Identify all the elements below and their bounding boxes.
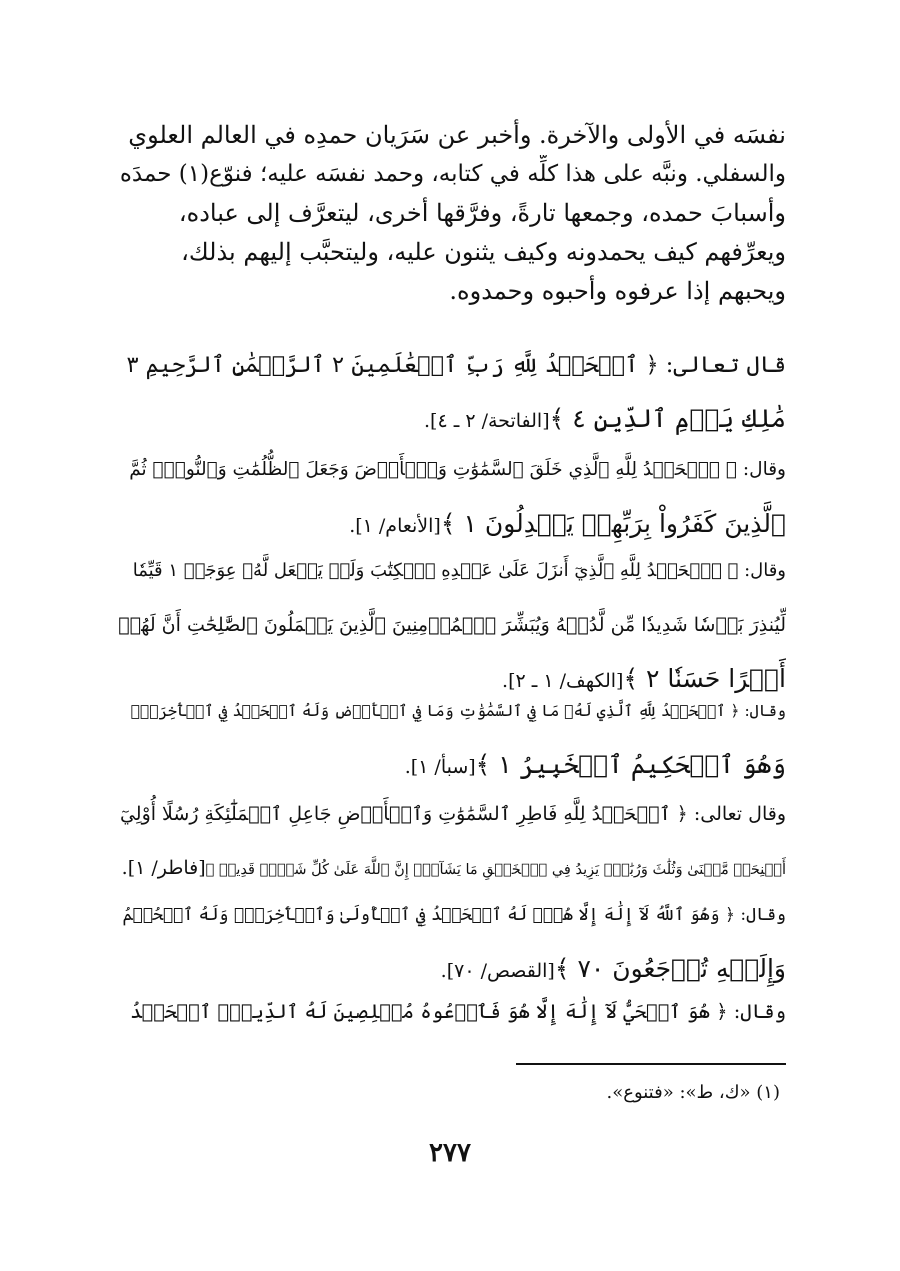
verse-text: أَجۡنِحَةٖ مَّثۡنَىٰ وَثُلَٰثَ وَرُبَٰعَۚ يَزِيدُ فِي ٱلۡخَلۡقِ مَا يَشَآءُۚ إِنَّ ٱللَّهَ عَلَىٰ كُلِّ شَيۡءٖ قَدِيرٞ ﴾ — [205, 862, 786, 878]
surah-reference: [القصص/ ٧٠]. — [440, 960, 555, 982]
text-line: ويحبهم إذا عرفوه وأحبوه وحمدوه. — [449, 277, 786, 305]
verse-line — [118, 888, 786, 942]
text-line: ويعرِّفهم كيف يحمدونه وكيف يثنون عليه، وليتحبَّب إليهم بذلك، — [181, 238, 786, 266]
footnote: (١) «ك، ط»: «فتنوع». — [606, 1082, 780, 1103]
verse-text: ﴿ ٱلۡحَمۡدُ لِلَّهِ فَاطِرِ ٱلسَّمَٰوَٰتِ وَٱلۡأَرۡضِ جَاعِلِ ٱلۡمَلَٰٓئِكَةِ رُسُلًا أُوْلِيٓ — [119, 803, 688, 825]
verse-text: مَٰلِكِ يَوۡمِ ٱلدِّينِ ٤ ﴾ — [549, 404, 786, 433]
verse-text: ﴿ ٱلۡحَمۡدُ لِلَّهِ ٱلَّذِي خَلَقَ ٱلسَّمَٰوَٰتِ وَٱلۡأَرۡضَ وَجَعَلَ ٱلظُّلُمَٰتِ وَٱلنُّورَۖ ثُمَّ — [129, 459, 738, 480]
verse-line — [118, 392, 786, 448]
verse-quote-ghafir — [118, 985, 786, 1039]
verse-intro: وقال تعالى: — [693, 803, 786, 825]
verse-text: ٱلَّذِينَ كَفَرُواْ بِرَبِّهِمۡ يَعۡدِلُونَ ١ ﴾ — [440, 509, 786, 538]
verse-text: ﴿ ٱلۡحَمۡدُ لِلَّهِ ٱلَّذِيٓ أَنزَلَ عَلَىٰ عَبۡدِهِ ٱلۡكِتَٰبَ وَلَمۡ يَجۡعَل لَّهُۥ عِوَجَاۜ ١ قَيِّمٗا — [132, 560, 739, 581]
verse-quote-qasas — [118, 888, 786, 998]
text-line: والسفلي. ونبَّه على هذا كلِّه في كتابه، وحمد نفسَه عليه؛ فنوّع(١) حمدَه — [119, 161, 786, 187]
verse-line — [118, 338, 786, 392]
surah-reference: [الكهف/ ١ ـ ٢]. — [502, 670, 624, 692]
verse-line — [118, 738, 786, 794]
verse-text: ﴿ وَهُوَ ٱللَّهُ لَآ إِلَٰهَ إِلَّا هُوَۖ لَهُ ٱلۡحَمۡدُ فِي ٱلۡأُولَىٰ وَٱلۡأٓخِرَةِۖ وَلَهُ ٱلۡحُكۡمُ — [122, 905, 736, 925]
verse-intro: وقال: — [744, 560, 786, 581]
verse-line — [118, 684, 786, 738]
verse-intro: قال تعالى: — [665, 352, 786, 378]
verse-intro: وقال: — [744, 702, 786, 720]
verse-text: ﴿ ٱلۡحَمۡدُ لِلَّهِ رَبِّ ٱلۡعَٰلَمِينَ ٢ ٱلرَّحۡمَٰنِ ٱلرَّحِيمِ ٣ — [126, 352, 659, 378]
surah-reference: [الفاتحة/ ٢ ـ ٤]. — [424, 410, 550, 432]
verse-intro: وقال: — [742, 459, 786, 480]
verse-text: أَجۡرًا حَسَنٗا ٢ ﴾ — [623, 664, 786, 693]
verse-line — [118, 443, 786, 497]
verse-quote-fatiha — [118, 338, 786, 448]
verse-intro: وقال: — [740, 905, 786, 925]
verse-quote-saba — [118, 684, 786, 794]
page-number: ٢٧٧ — [429, 1138, 471, 1168]
text-line: وأسبابَ حمده، وجمعها تارةً، وفرَّقها أخرى، ليتعرَّف إلى عباده، — [178, 199, 786, 227]
verse-line — [118, 544, 786, 598]
verse-line: لِّيُنذِرَ بَأۡسٗا شَدِيدٗا مِّن لَّدُنۡهُ وَيُبَشِّرَ ٱلۡمُؤۡمِنِينَ ٱلَّذِينَ يَعۡمَلُونَ ٱلصَّٰلِحَٰتِ أَنَّ لَهُمۡ — [118, 614, 786, 636]
verse-line — [118, 985, 786, 1039]
verse-text: وَهُوَ ٱلۡحَكِيمُ ٱلۡخَبِيرُ ١ ﴾ — [475, 750, 786, 779]
text-line: نفسَه في الأولى والآخرة. وأخبر عن سَرَيان حمدِه في العالم العلوي — [128, 121, 786, 149]
footnote-divider — [516, 1063, 786, 1065]
verse-quote-fatir — [118, 787, 786, 897]
verse-intro: وقال: — [733, 1000, 786, 1023]
verse-text: وَإِلَيۡهِ تُرۡجَعُونَ ٧٠ ﴾ — [554, 954, 786, 983]
surah-reference: [الأنعام/ ١]. — [349, 515, 441, 537]
verse-text: ﴿ ٱلۡحَمۡدُ لِلَّهِ ٱلَّذِي لَهُۥ مَا فِي ٱلسَّمَٰوَٰتِ وَمَا فِي ٱلۡأَرۡضِ وَلَهُ ٱلۡحَمۡدُ فِي ٱلۡأٓخِرَةِۚ — [130, 702, 740, 720]
surah-reference: [سبأ/ ١]. — [404, 756, 476, 778]
verse-line — [118, 787, 786, 841]
intro-paragraph — [118, 116, 786, 311]
surah-reference: [فاطر/ ١]. — [121, 857, 206, 879]
verse-text: ﴿ هُوَ ٱلۡحَيُّ لَآ إِلَٰهَ إِلَّا هُوَ فَٱدۡعُوهُ مُخۡلِصِينَ لَهُ ٱلدِّينَۗ ٱلۡحَمۡدُ — [130, 1000, 728, 1023]
verse-quote-anam — [118, 443, 786, 553]
